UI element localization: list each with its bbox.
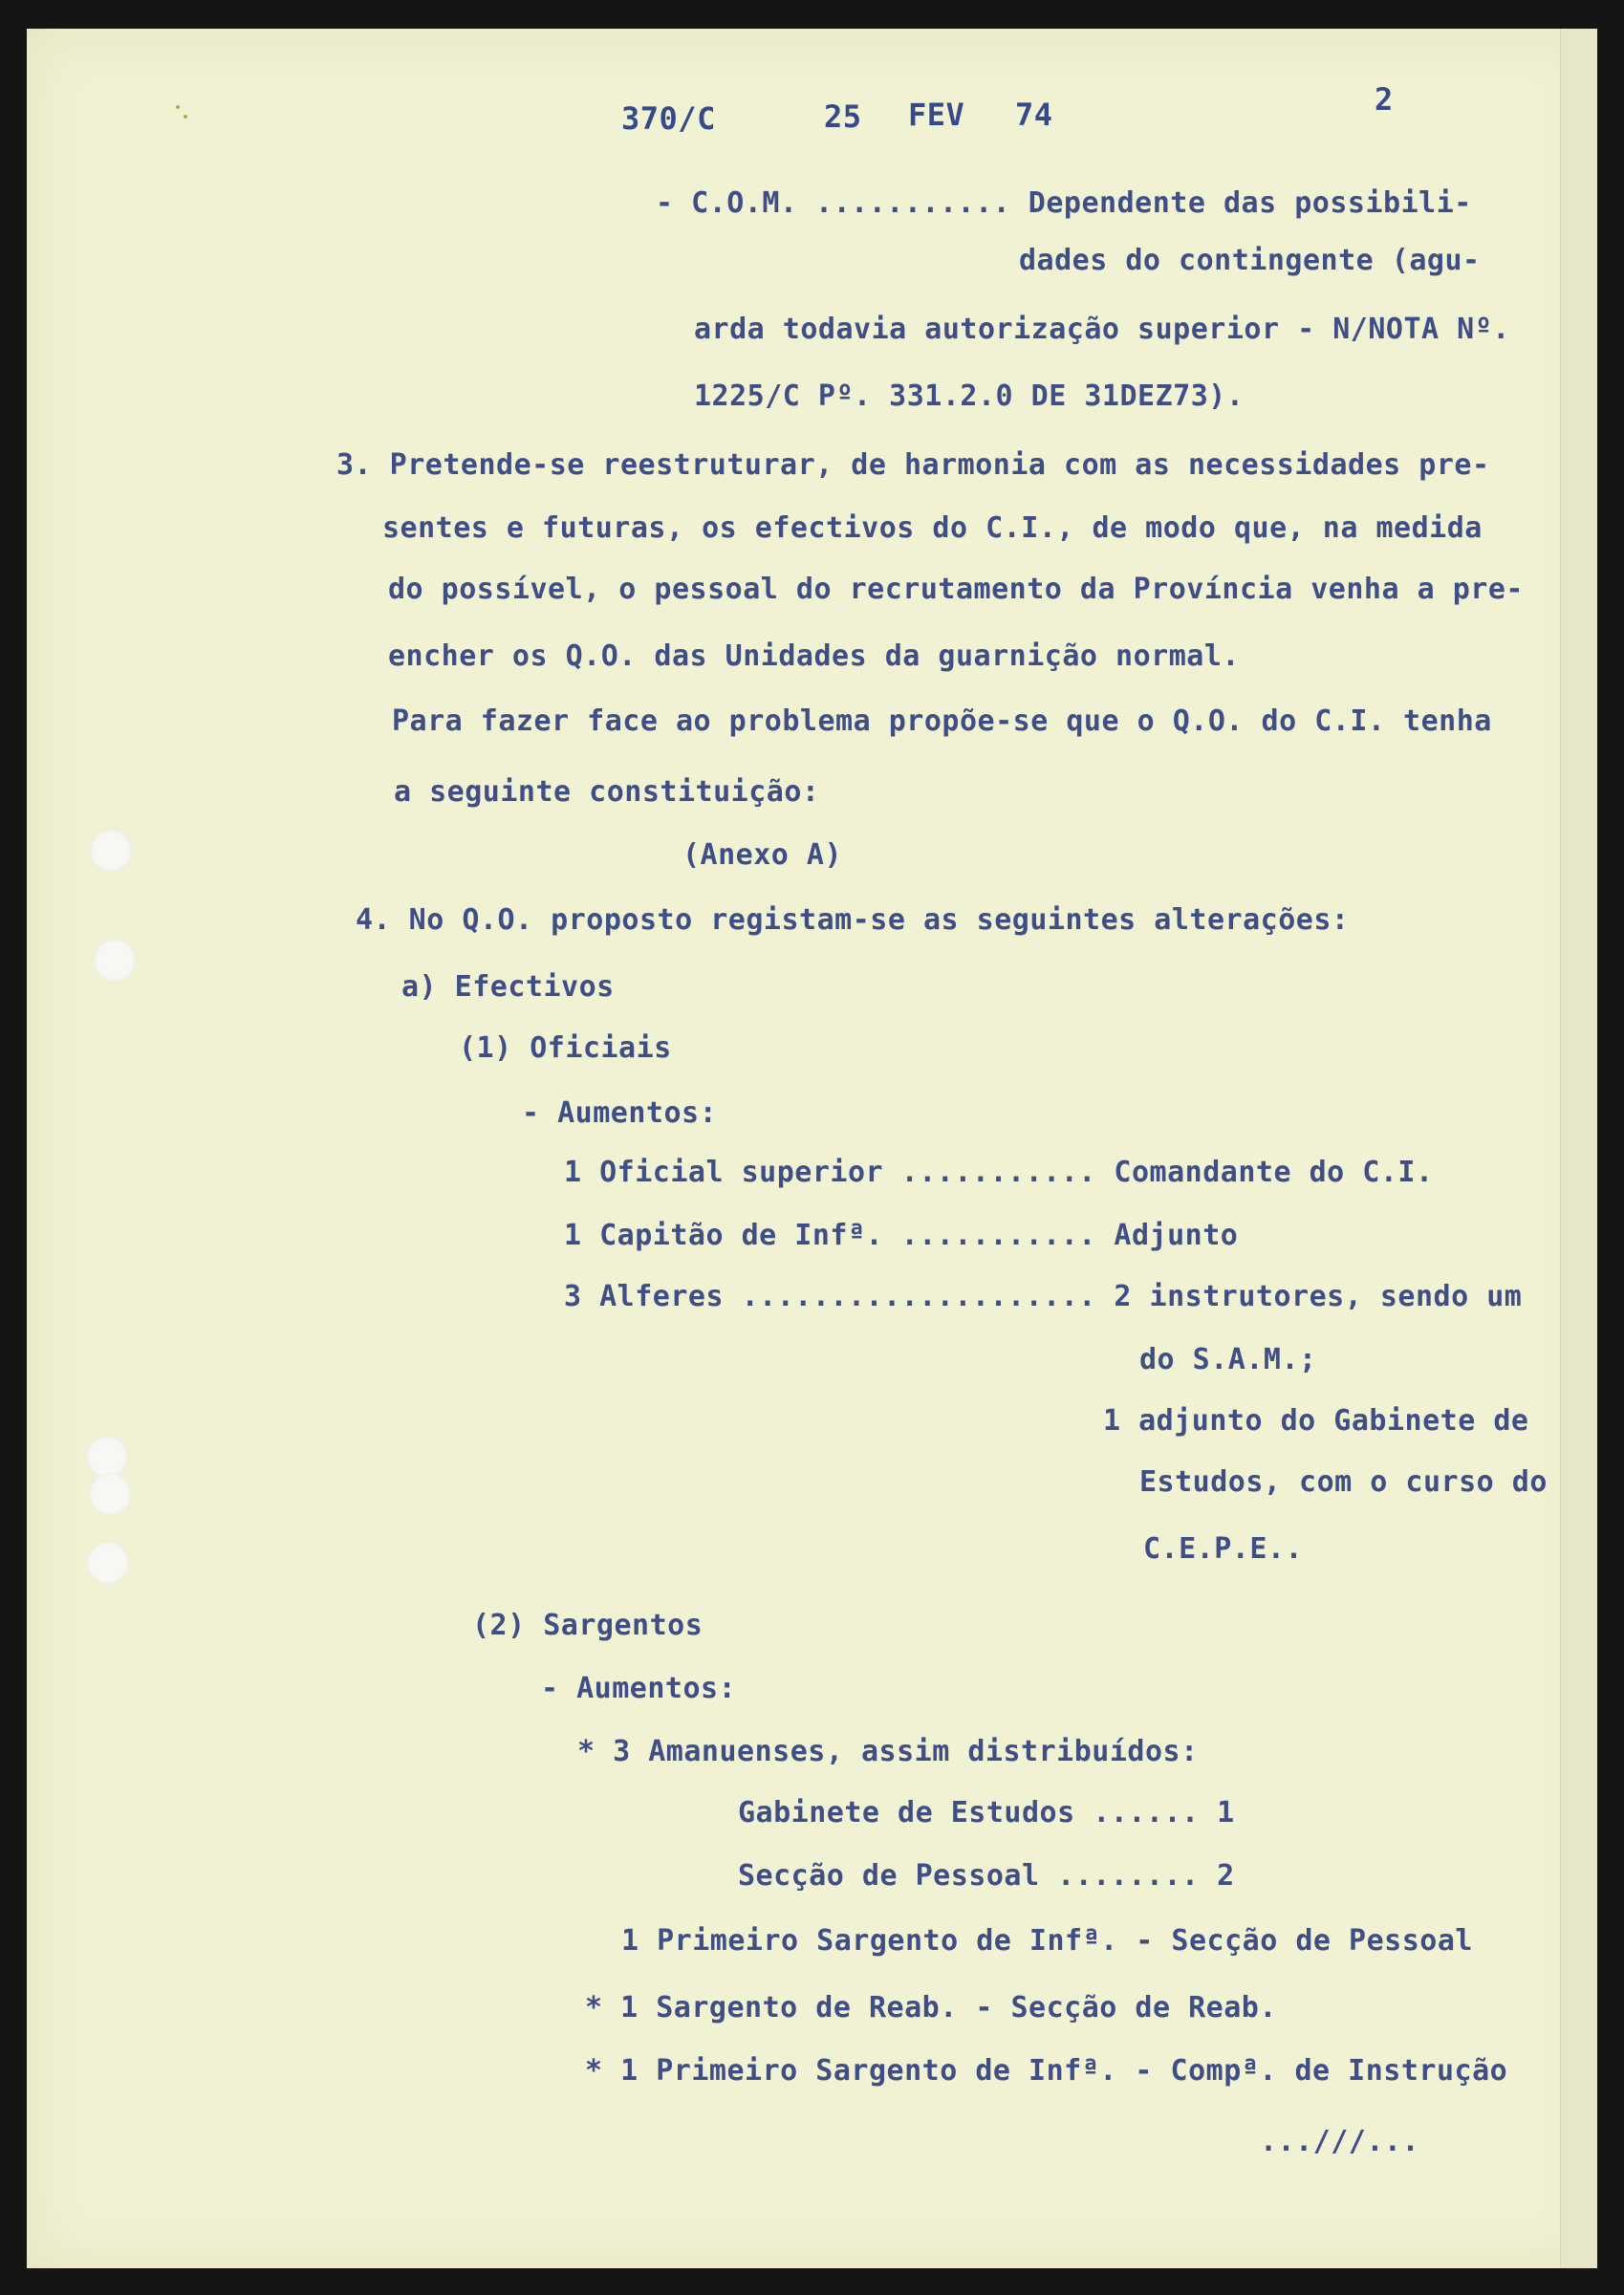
date-day: 25 xyxy=(824,98,862,135)
section-3-line-3: do possível, o pessoal do recrutamento da Província venha a pre- xyxy=(388,573,1524,606)
section-4-sub-a: a) Efectivos xyxy=(401,970,615,1004)
stain-mark xyxy=(184,115,187,119)
oficiais-item-3: 3 Alferes .................... 2 instrutores, sendo um xyxy=(564,1280,1523,1313)
oficiais-item-3-cont-4: C.E.P.E.. xyxy=(1143,1532,1304,1566)
oficiais-item-2: 1 Capitão de Infª. ........... Adjunto xyxy=(564,1219,1239,1252)
section-3-line-6: a seguinte constituição: xyxy=(394,775,820,809)
punch-hole-icon xyxy=(90,830,132,872)
oficiais-aumentos: - Aumentos: xyxy=(522,1096,718,1130)
oficiais-item-3-cont-1: do S.A.M.; xyxy=(1139,1343,1317,1376)
date-month: FEV xyxy=(908,97,965,133)
stain-mark xyxy=(176,105,180,109)
section-3-line-1: 3. Pretende-se reestruturar, de harmonia com as necessidades pre- xyxy=(336,448,1490,482)
sargentos-aumentos: - Aumentos: xyxy=(541,1672,737,1705)
com-line-4: 1225/C Pº. 331.2.0 DE 31DEZ73). xyxy=(694,379,1245,413)
com-line-1: - C.O.M. ........... Dependente das possibili- xyxy=(656,186,1472,220)
annex-reference: (Anexo A) xyxy=(682,838,843,872)
oficiais-heading: (1) Oficiais xyxy=(459,1031,672,1065)
page-number: 2 xyxy=(1375,81,1394,118)
com-line-3: arda todavia autorização superior - N/NOTA Nº. xyxy=(694,313,1510,346)
section-3-line-2: sentes e futuras, os efectivos do C.I., de modo que, na medida xyxy=(382,511,1483,545)
sargentos-distribution-2: Secção de Pessoal ........ 2 xyxy=(738,1859,1235,1893)
punch-hole-icon xyxy=(94,940,136,982)
paper-edge xyxy=(1560,29,1597,2268)
sargentos-distribution-1: Gabinete de Estudos ...... 1 xyxy=(738,1796,1235,1830)
sargentos-item-4: * 1 Primeiro Sargento de Infª. - Compª. de Instrução xyxy=(585,2054,1508,2088)
punch-hole-icon xyxy=(87,1542,129,1584)
date-year: 74 xyxy=(1015,97,1053,133)
section-3-line-4: encher os Q.O. das Unidades da guarnição normal. xyxy=(388,639,1240,673)
sargentos-item-3: * 1 Sargento de Reab. - Secção de Reab. xyxy=(585,1991,1277,2024)
oficiais-item-3-cont-2: 1 adjunto do Gabinete de xyxy=(1103,1404,1529,1438)
continuation-mark: ...///... xyxy=(1260,2125,1420,2158)
oficiais-item-3-cont-3: Estudos, com o curso do xyxy=(1139,1465,1548,1499)
sargentos-heading: (2) Sargentos xyxy=(472,1609,704,1642)
punch-hole-icon xyxy=(86,1436,128,1478)
sargentos-item-1: * 3 Amanuenses, assim distribuídos: xyxy=(577,1735,1199,1768)
punch-hole-icon xyxy=(89,1473,131,1515)
section-3-line-5: Para fazer face ao problema propõe-se que o Q.O. do C.I. tenha xyxy=(392,704,1492,738)
document-reference: 370/C xyxy=(621,100,716,137)
sargentos-item-2: 1 Primeiro Sargento de Infª. - Secção de Pessoal xyxy=(621,1924,1473,1958)
section-4-intro: 4. No Q.O. proposto registam-se as seguintes alterações: xyxy=(356,903,1350,937)
oficiais-item-1: 1 Oficial superior ........... Comandante do C.I. xyxy=(564,1156,1434,1189)
com-line-2: dades do contingente (agu- xyxy=(1019,244,1481,277)
